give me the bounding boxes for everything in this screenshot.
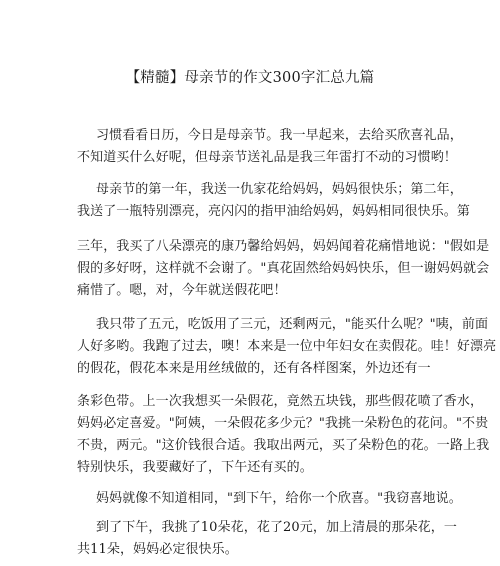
paragraph-line: 痛惜了。嗯，对，今年就送假花吧！ xyxy=(77,283,287,298)
paragraph-line: 人好多哟。我跑了过去，噢！本来是一位中年妇女在卖假花。哇！好漂亮 xyxy=(77,339,497,354)
document-title: 【精髓】母亲节的作文300字汇总九篇 xyxy=(125,70,375,86)
paragraph-line: 我送了一瓶特别漂亮，亮闪闪的指甲油给妈妈，妈妈相同很快乐。第 xyxy=(77,204,471,219)
paragraph-line: 三年，我买了八朵漂亮的康乃馨给妈妈，妈妈闻着花痛惜地说："假如是 xyxy=(77,239,490,254)
paragraph-line: 不知道买什么好呢，但母亲节送礼品是我三年雷打不动的习惯哟！ xyxy=(77,150,457,165)
paragraph-line: 妈妈必定喜爱。"阿姨，一朵假花多少元？"我挑一朵粉色的花问。"不贵 xyxy=(77,416,489,431)
paragraph-line: 习惯看看日历，今日是母亲节。我一早起来，去给买欣喜礼品， xyxy=(96,128,463,143)
paragraph-line: 到了下午，我挑了10朵花，花了20元，加上清晨的那朵花，一 xyxy=(96,520,457,535)
paragraph-line: 母亲节的第一年，我送一仇家花给妈妈，妈妈很快乐；第二年， xyxy=(96,182,463,197)
paragraph-line: 特别快乐，我要藏好了，下午还有买的。 xyxy=(77,460,313,475)
paragraph-line: 不贵，两元。"这价钱很合适。我取出两元，买了朵粉色的花。一路上我 xyxy=(77,438,490,453)
paragraph-line: 我只带了五元，吃饭用了三元，还剩两元，"能买什么呢？"咦，前面 xyxy=(96,317,489,332)
paragraph-line: 的假花，假花本来是用丝绒做的，还有各样图案，外边还有一 xyxy=(77,361,431,376)
paragraph-line: 共11朵，妈妈必定很快乐。 xyxy=(77,542,238,557)
paragraph-line: 条彩色带。上一次我想买一朵假花，竟然五块钱，那些假花喷了香水， xyxy=(77,394,484,409)
paragraph-line: 假的多好呀，这样就不会谢了。"真花固然给妈妈快乐，但一谢妈妈就会 xyxy=(77,261,490,276)
paragraph-line: 妈妈就像不知道相同，"到下午，给你一个欣喜。"我窃喜地说。 xyxy=(96,491,462,506)
